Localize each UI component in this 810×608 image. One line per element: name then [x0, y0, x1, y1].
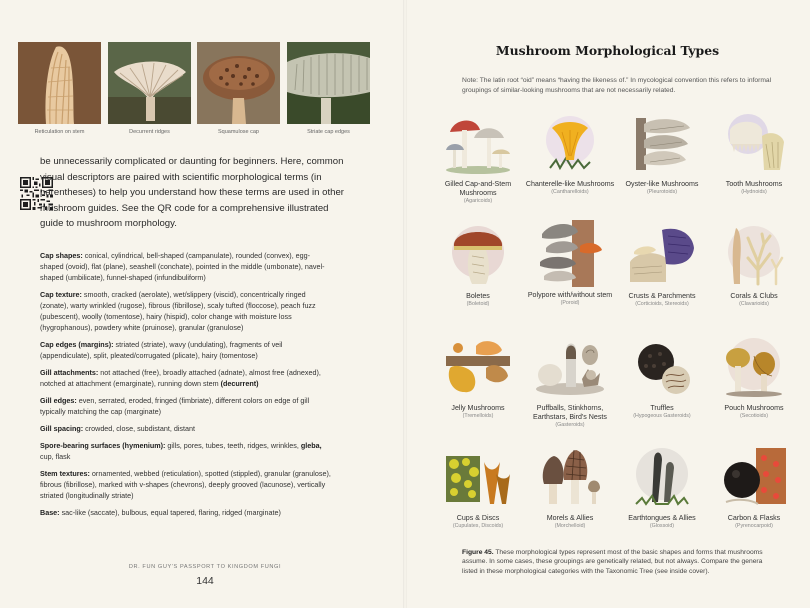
type-scientific: (Pyrenocarpoid) [735, 523, 773, 529]
descriptor-gill-spacing: Gill spacing: crowded, close, subdistant, distant [40, 424, 196, 433]
section-title: Mushroom Morphological Types [495, 43, 720, 58]
type-corticioids [614, 222, 710, 308]
figure-caption: Figure 45. These morphological types represent most of the basic shapes and forms that mushrooms assume. In some cases, these groupings are genetically related, but not always. Compare the genera listed in these morphological categories with the Taxonomic Tree (see inside cover). [462, 549, 763, 575]
type-scientific: (Gasteroids) [555, 422, 585, 428]
type-scientific: (Boletoid) [466, 301, 490, 307]
photo-striate-cap-edges [287, 42, 370, 124]
type-name: Carbon & Flasks [727, 514, 781, 522]
type-scientific: (Secotioids) [740, 413, 768, 419]
type-name: Puffballs, Stinkhorns, Earthstars, Bird's Nests [533, 404, 607, 421]
tooth-illustration [718, 110, 790, 176]
type-scientific: (Poroid) [560, 300, 580, 306]
type-secotioids [706, 334, 802, 420]
oyster-illustration [626, 110, 698, 176]
type-hypogeous [614, 334, 710, 420]
morel-illustration [534, 444, 606, 510]
type-glossoid [614, 444, 710, 530]
type-scientific: (Morchelloid) [554, 523, 586, 529]
type-cantharelloids [522, 110, 618, 196]
type-poroid [522, 211, 618, 307]
type-name: Cups & Discs [456, 514, 500, 522]
intro-paragraph: be unnecessarily complicated or daunting for beginners. Here, common visual descriptors are paired with scientific morphological terms (in parentheses) to help you understand how these terms are used in other mushroom guides. See the QR code for a comprehensive illustrated guide to mushroom morphology. [40, 156, 344, 230]
type-hydnoids [706, 110, 802, 196]
bolete-illustration [442, 222, 514, 288]
type-name: Boletes [466, 292, 490, 300]
type-scientific: (Tremelloids) [462, 413, 494, 419]
descriptor-base: Base: sac-like (saccate), bulbous, equal tapered, flaring, ridged (marginate) [40, 508, 281, 517]
type-gasteroids [522, 328, 618, 429]
running-footer: DR. FUN GUY'S PASSPORT TO KINGDOM FUNGI [128, 564, 282, 570]
polypore-illustration [534, 211, 606, 287]
type-scientific: (Agaricoids) [463, 198, 493, 204]
type-name: Pouch Mushrooms [724, 404, 784, 412]
descriptor-gill-attachments: Gill attachments: not attached (free), broadly attached (adnate), almost free (adnexed), notched at attachment (emarginate), running down stem (decurrent) [40, 368, 321, 388]
puffball-illustration [534, 328, 606, 400]
type-scientific: (Clavarioids) [739, 301, 769, 307]
type-name: Gilled Cap-and-Stem Mushrooms [444, 180, 512, 197]
crust-illustration [626, 222, 698, 288]
page-number: 144 [196, 575, 214, 587]
photo-reticulation [18, 42, 101, 124]
type-pyrenocarpoid [706, 444, 802, 530]
descriptor-list [40, 250, 332, 524]
photo-caption: Decurrent ridges [129, 129, 170, 135]
carbon-illustration [718, 444, 790, 510]
descriptor-gill-edges: Gill edges: even, serrated, eroded, fringed (fimbriate), different colors on edge of gill typically matching the cap (marginate) [40, 396, 310, 416]
descriptor-cap-shapes: Cap shapes: conical, cylindrical, bell-shaped (campanulate), rounded (convex), egg-shaped (ovoid), flat (plane), seashell (conchate), pointed in the middle (umbonate), navel-shaped (umbilicate), funnel-shaped (infundibuliform) [40, 251, 325, 282]
type-name: Crusts & Parchments [628, 292, 696, 300]
type-scientific: (Hydnoids) [741, 189, 767, 195]
cup-illustration [442, 444, 514, 510]
type-name: Corals & Clubs [730, 292, 778, 300]
photo-squamulose-cap [197, 42, 280, 124]
type-boletoid [430, 222, 526, 308]
coral-illustration [718, 222, 790, 288]
type-name: Chanterelle-like Mushrooms [525, 180, 615, 188]
type-scientific: (Cantharelloids) [551, 189, 589, 195]
type-scientific: (Hypogeous Gasteroids) [633, 413, 691, 419]
truffle-illustration [626, 334, 698, 400]
jelly-illustration [442, 334, 514, 400]
photo-decurrent-ridges [108, 42, 191, 124]
type-scientific: (Corticioids, Stereoids) [635, 301, 689, 307]
type-cupulates [430, 444, 526, 530]
descriptor-stem-textures: Stem textures: ornamented, webbed (reticulation), spotted (stippled), granular (granulose), fibrous (fibrillose), marked with v-shapes (chevrons), deeply grooved (lacunose), vertically striated (longitudinally striate) [40, 469, 331, 500]
type-name: Tooth Mushrooms [725, 180, 783, 188]
type-name: Morels & Allies [546, 514, 594, 522]
figure-label: Figure 45. [462, 549, 494, 556]
earthtongue-illustration [626, 444, 698, 510]
etymology-note: Note: The latin root “oid” means “having the likeness of.” In mycological convention this refers to informal groupings of similar-looking mushrooms that are not necessarily related. [462, 77, 772, 94]
type-agaricoids [430, 110, 526, 205]
photo-caption: Squamulose cap [218, 129, 259, 135]
type-pleurotoids [614, 110, 710, 196]
type-scientific: (Glossoid) [649, 523, 675, 529]
type-scientific: (Pleurotoids) [646, 189, 678, 195]
right-page [405, 0, 810, 608]
descriptor-cap-edges: Cap edges (margins): striated (striate), wavy (undulating), fragments of veil (appendiculate), split, pleated/corrugated (plicate), hairy (tomentose) [40, 340, 283, 360]
agaricoid-illustration [442, 110, 514, 176]
type-name: Polypore with/without stem [527, 291, 613, 299]
type-name: Jelly Mushrooms [451, 404, 505, 412]
type-name: Oyster-like Mushrooms [625, 180, 699, 188]
type-name: Earthtongues & Allies [628, 514, 696, 522]
chanterelle-illustration [534, 110, 606, 176]
descriptor-cap-texture: Cap texture: smooth, cracked (aerolate), wet/slippery (viscid), concentrically ringed (zonate), warty wrinkled (rugose), fibrous (fibrillose), scaly tufted (floccose), peach fuzz (pubescent), woolly (tomentose), hairy (hispid), color change with moisture loss (hygrophanous), powdery white (pruinose), granular (granulose) [40, 290, 316, 332]
type-scientific: (Cupulates, Discoids) [452, 523, 504, 529]
type-tremelloids [430, 334, 526, 420]
pouch-illustration [718, 334, 790, 400]
type-morchelloid [522, 444, 618, 530]
type-clavarioids [706, 222, 802, 308]
descriptor-spore-surfaces: Spore-bearing surfaces (hymenium): gills, pores, tubes, teeth, ridges, wrinkles, gleba, cup, flask [40, 441, 322, 461]
photo-caption: Striate cap edges [307, 129, 350, 135]
photo-caption: Reticulation on stem [34, 129, 85, 135]
type-name: Truffles [650, 404, 674, 412]
